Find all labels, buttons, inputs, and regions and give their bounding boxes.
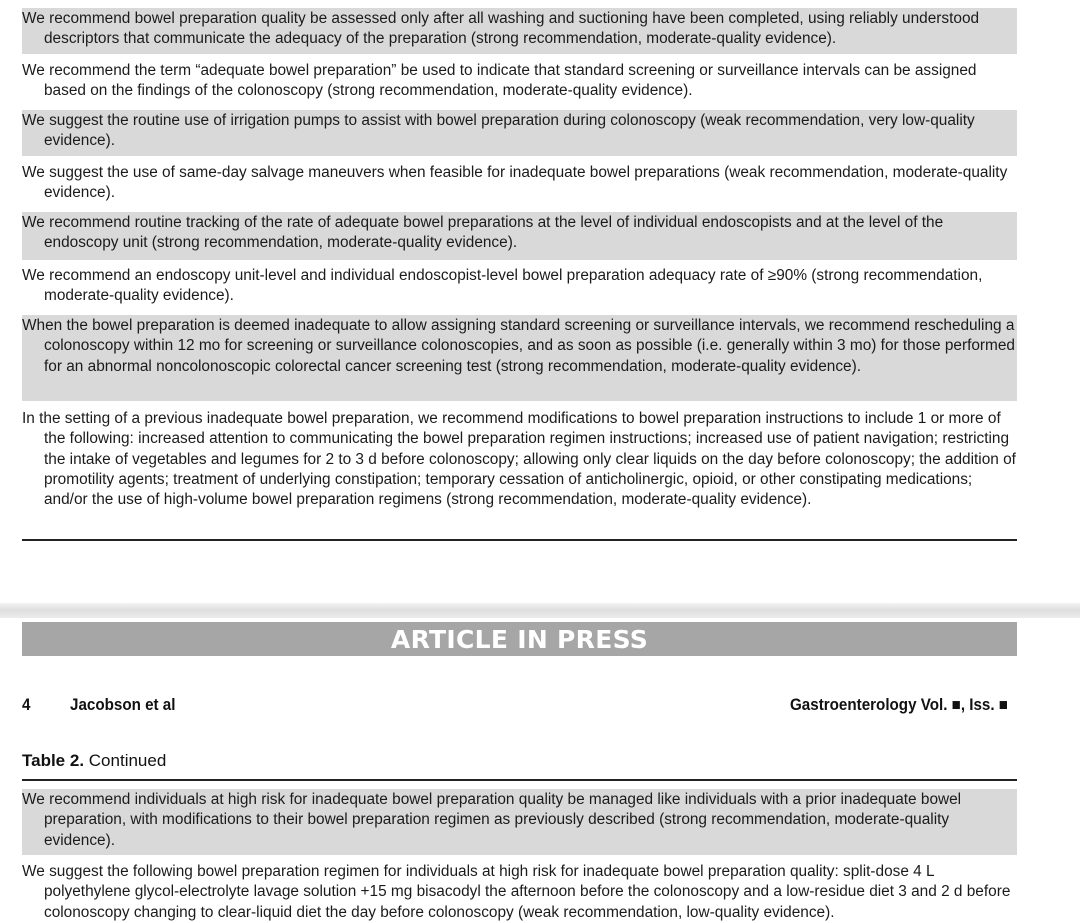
table-bottom-rule xyxy=(22,539,1017,541)
table-top-rule xyxy=(22,779,1017,781)
article-in-press-banner: ARTICLE IN PRESS xyxy=(22,622,1017,656)
recommendation-row: We recommend routine tracking of the rate of adequate bowel preparations at the level of individual endoscopists and at the level of the endoscopy unit (strong recommendation, moderate-quality evidence). xyxy=(22,212,1017,260)
recommendation-row: We suggest the following bowel preparation regimen for individuals at high risk for inadequate bowel preparation quality: split-dose 4 L polyethylene glycol-electrolyte lavage solution +15 mg bisacodyl the afternoon before the colonoscopy and a low-residue diet 3 and 2 d before colonoscopy changing to clear-liquid diet the day before colonoscopy (weak recommendation, low-quality evidence). xyxy=(22,863,1011,921)
table-title xyxy=(22,751,166,771)
recommendation-row: We recommend individuals at high risk for inadequate bowel preparation quality be managed like individuals with a prior inadequate bowel preparation, with modifications to their bowel preparation regimen as previously described (strong recommendation, moderate-quality evidence). xyxy=(22,789,1017,855)
running-head-journal: Gastroenterology Vol. ■, Iss. ■ xyxy=(790,696,1008,714)
page-number: 4 xyxy=(22,696,31,714)
recommendation-row: We recommend bowel preparation quality be assessed only after all washing and suctioning have been completed, using reliably understood descriptors that communicate the adequacy of the preparation (strong recommendation, moderate-quality evidence). xyxy=(22,8,1017,54)
recommendation-row: We suggest the routine use of irrigation pumps to assist with bowel preparation during colonoscopy (weak recommendation, very low-quality evidence). xyxy=(22,110,1017,156)
recommendation-row: We recommend the term “adequate bowel preparation” be used to indicate that standard screening or surveillance intervals can be assigned based on the findings of the colonoscopy (strong recommendation, moderate-quality evidence). xyxy=(22,62,977,100)
recommendation-row: When the bowel preparation is deemed inadequate to allow assigning standard screening or surveillance intervals, we recommend rescheduling a colonoscopy within 12 mo for screening or surveillance colonoscopies, and as soon as possible (i.e. generally within 3 mo) for those performed for an abnormal noncolonoscopic colorectal cancer screening test (strong recommendation, moderate-quality evidence). xyxy=(22,315,1017,401)
recommendation-row: We recommend an endoscopy unit-level and individual endoscopist-level bowel preparation adequacy rate of ≥90% (strong recommendation, moderate-quality evidence). xyxy=(22,267,983,305)
page-break-band xyxy=(0,603,1080,618)
recommendation-row: We suggest the use of same-day salvage maneuvers when feasible for inadequate bowel preparations (weak recommendation, moderate-quality evidence). xyxy=(22,164,1008,202)
running-head-authors: Jacobson et al xyxy=(70,696,176,714)
table-continued: Continued xyxy=(88,751,167,770)
table-label: Table 2. xyxy=(22,751,85,770)
recommendation-row: In the setting of a previous inadequate bowel preparation, we recommend modifications to bowel preparation instructions to include 1 or more of the following: increased attention to communicating the bowel preparation regimen instructions; increased use of patient navigation; restricting the intake of vegetables and legumes for 2 to 3 d before colonoscopy; allowing only clear liquids on the day before colonoscopy; the addition of promotility agents; treatment of underlying constipation; temporary cessation of anticholinergic, opioid, or other constipating medications; and/or the use of high-volume bowel preparation regimens (strong recommendation, moderate-quality evidence). xyxy=(22,410,1016,509)
